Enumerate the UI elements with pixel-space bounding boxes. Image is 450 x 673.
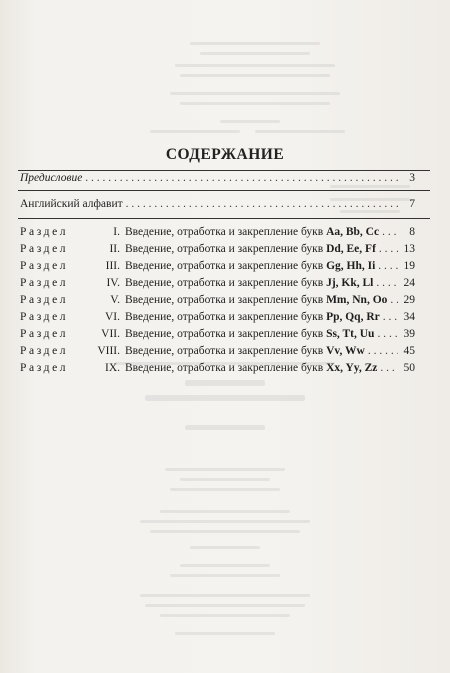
section-text: Введение, отработка и закрепление букв <box>125 311 324 323</box>
dot-leader <box>85 172 398 184</box>
dot-leader <box>368 345 398 357</box>
page-number: 50 <box>403 362 415 374</box>
section-word: Раздел <box>20 362 69 374</box>
page-number: 45 <box>403 345 415 357</box>
section-number: II. <box>109 243 120 255</box>
section-letters: Ss, Tt, Uu <box>326 328 375 340</box>
page-number: 39 <box>403 328 415 340</box>
section-number: III. <box>105 260 120 272</box>
toc-entry-section <box>20 362 415 378</box>
section-letters: Aa, Bb, Cc <box>326 226 380 238</box>
toc-entry-section <box>20 277 415 293</box>
section-word: Раздел <box>20 345 69 357</box>
dot-leader <box>382 226 398 238</box>
toc-entry-section <box>20 260 415 276</box>
entry-label: Английский алфавит <box>20 198 123 210</box>
section-number: VI. <box>104 311 120 323</box>
toc-entry-section <box>20 328 415 344</box>
title-rule <box>18 170 430 171</box>
page-number: 3 <box>409 172 415 184</box>
dot-leader <box>376 277 398 289</box>
section-text: Введение, отработка и закрепление букв <box>125 277 324 289</box>
dot-leader <box>377 328 398 340</box>
dot-leader <box>390 294 398 306</box>
toc-entry-alphabet <box>20 198 415 214</box>
toc-entry-section <box>20 345 415 361</box>
section-letters: Mm, Nn, Oo <box>326 294 388 306</box>
section-word: Раздел <box>20 311 69 323</box>
section-letters: Vv, Ww <box>326 345 365 357</box>
toc-entry-section <box>20 243 415 259</box>
section-text: Введение, отработка и закрепление букв <box>125 362 324 374</box>
section-letters: Jj, Kk, Ll <box>326 277 374 289</box>
page-number: 19 <box>403 260 415 272</box>
section-rule <box>18 190 430 191</box>
toc-entry-section <box>20 311 415 327</box>
section-text: Введение, отработка и закрепление букв <box>125 328 324 340</box>
section-letters: Xx, Yy, Zz <box>326 362 378 374</box>
page-title: СОДЕРЖАНИЕ <box>165 146 285 163</box>
section-number: VIII. <box>97 345 120 357</box>
dot-leader <box>126 198 398 210</box>
section-number: IV. <box>106 277 120 289</box>
toc-entry-section <box>20 226 415 242</box>
page-number: 8 <box>409 226 415 238</box>
section-number: I. <box>113 226 120 238</box>
section-word: Раздел <box>20 226 69 238</box>
dot-leader <box>383 311 398 323</box>
section-letters: Pp, Qq, Rr <box>326 311 380 323</box>
section-word: Раздел <box>20 294 69 306</box>
section-text: Введение, отработка и закрепление букв <box>125 294 324 306</box>
section-letters: Dd, Ee, Ff <box>326 243 376 255</box>
section-number: V. <box>110 294 120 306</box>
dot-leader <box>379 243 398 255</box>
section-rule <box>18 218 430 219</box>
section-word: Раздел <box>20 277 69 289</box>
section-number: VII. <box>101 328 120 340</box>
section-text: Введение, отработка и закрепление букв <box>125 260 324 272</box>
page-number: 29 <box>403 294 415 306</box>
toc-entry-preface <box>20 172 415 188</box>
section-text: Введение, отработка и закрепление букв <box>125 243 324 255</box>
section-letters: Gg, Hh, Ii <box>326 260 376 272</box>
section-word: Раздел <box>20 328 69 340</box>
section-word: Раздел <box>20 260 69 272</box>
dot-leader <box>380 362 398 374</box>
page-number: 24 <box>403 277 415 289</box>
section-text: Введение, отработка и закрепление букв <box>125 345 324 357</box>
toc-entry-section <box>20 294 415 310</box>
page-number: 34 <box>403 311 415 323</box>
section-text: Введение, отработка и закрепление букв <box>125 226 324 238</box>
section-number: IX. <box>104 362 120 374</box>
dot-leader <box>378 260 398 272</box>
page-number: 13 <box>403 243 415 255</box>
entry-label: Предисловие <box>20 172 83 184</box>
section-word: Раздел <box>20 243 69 255</box>
page-number: 7 <box>409 198 415 210</box>
